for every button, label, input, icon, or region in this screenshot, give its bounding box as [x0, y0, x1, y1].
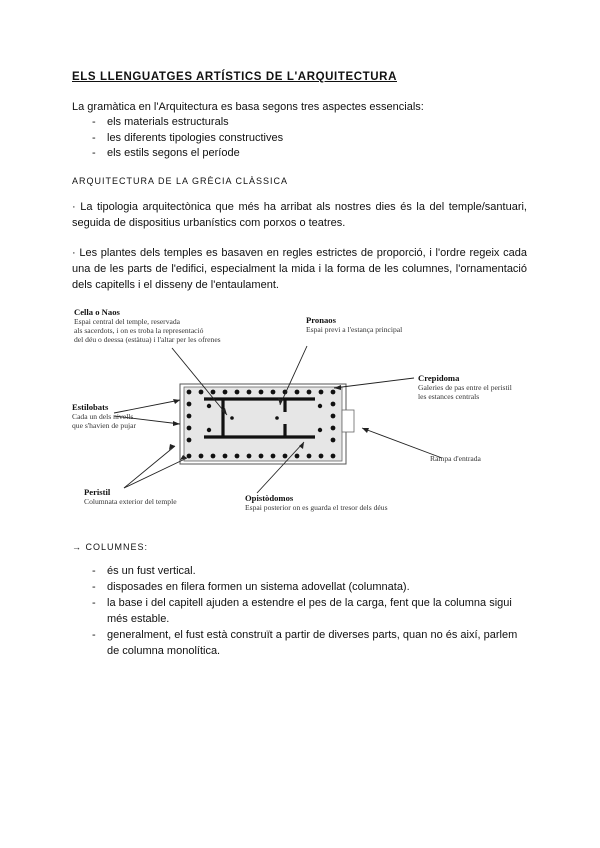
label-opistodomos: Opistòdomos Espai posterior on es guarda el tresor dels déus [245, 493, 388, 512]
paragraph-1: · La tipologia arquitectònica que més ha arribat als nostres dies és la del temple/santuari, seguida de dispositius urbanístics com porxos o teatres. [72, 201, 527, 229]
label-estilobats: Estilobats Cada un dels nivells que s'havien de pujar [72, 402, 136, 430]
list-item: - disposades en filera formen un sistema adovellat (columnata). [92, 579, 532, 595]
columnes-list [92, 563, 532, 659]
paragraph-2: · Les plantes dels temples es basaven en regles estrictes de proporció, i l'ordre regeix cada una de les parts de l'edifici, especialment la mida i la forma de les columnes, l'ornamentació dels capitells i el disseny de l'entaulament. [72, 247, 527, 291]
list-item: - les diferents tipologies constructives [92, 131, 532, 147]
label-peristil: Peristil Columnata exterior del temple [84, 487, 177, 506]
page-title: ELS LLENGUATGES ARTÍSTICS DE L'ARQUITECTURA [72, 71, 397, 83]
list-item: - els estils segons el període [92, 146, 532, 162]
columnes-heading: → COLUMNES: [72, 542, 149, 552]
aspects-list [92, 115, 532, 162]
list-item: - la base i del capitell ajuden a estendre el pes de la carga, fent que la columna sigui més estable. [92, 595, 532, 627]
label-pronaos: Pronaos Espai previ a l'estança principal [306, 315, 403, 334]
label-crepidoma: Crepidoma Galeries de pas entre el peristil les estances centrals [418, 373, 512, 401]
intro-text: La gramàtica en l'Arquitectura es basa segons tres aspectes essencials: [72, 101, 424, 113]
list-item: - els materials estructurals [92, 115, 532, 131]
label-cella: Cella o Naos Espai central del temple, reservada als sacerdots, i on es troba la representació del déu o deessa (estàtua) i l'altar per les ofrenes [74, 307, 221, 344]
section-heading: ARQUITECTURA DE LA GRÈCIA CLÀSSICA [72, 176, 289, 186]
list-item: - generalment, el fust està construït a partir de diverses parts, quan no és així, parlem de columna monolítica. [92, 627, 532, 659]
temple-plan-diagram [72, 300, 542, 525]
list-item: - és un fust vertical. [92, 563, 532, 579]
label-rampa: Rampa d'entrada [430, 454, 481, 463]
